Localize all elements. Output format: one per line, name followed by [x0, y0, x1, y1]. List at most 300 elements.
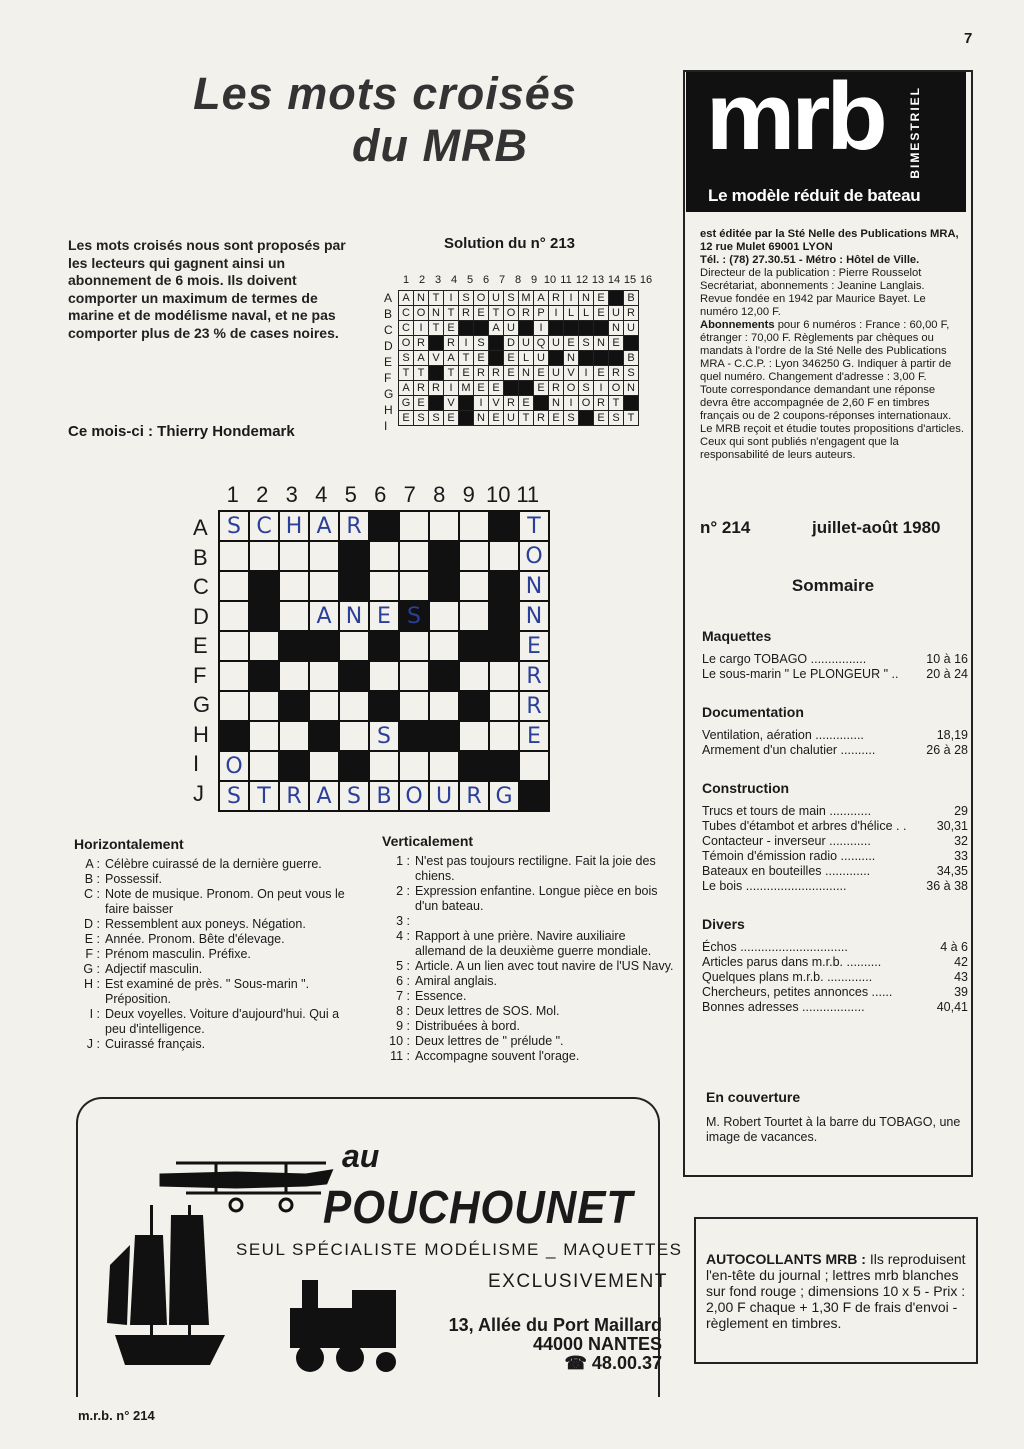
solution-cell: G	[399, 396, 414, 411]
vertical-title: Verticalement	[382, 833, 474, 849]
grid-cell	[399, 751, 429, 781]
clue-item	[74, 887, 355, 917]
solution-cell: A	[534, 291, 549, 306]
toc-pages: 36 à 38	[926, 879, 968, 893]
clue-text: Article. A un lien avec tout navire de l'US Navy.	[415, 959, 674, 973]
solution-cell: A	[489, 321, 504, 336]
solution-cell: R	[624, 306, 639, 321]
handwritten-letter: B	[369, 781, 399, 811]
toc-row	[702, 743, 968, 758]
toc-pages: 18,19	[936, 728, 968, 742]
solution-row	[399, 306, 639, 321]
grid-black-cell	[279, 691, 309, 721]
ad-street: 13, Allée du Port Maillard	[448, 1315, 662, 1335]
clue-key: G :	[83, 962, 100, 976]
solution-black-cell	[624, 396, 639, 411]
grid-cell	[279, 661, 309, 691]
toc-row	[702, 985, 968, 1000]
clue-key: F :	[85, 947, 100, 961]
grid-black-cell	[399, 721, 429, 751]
solution-row-letter: D	[384, 339, 393, 353]
solution-grid	[398, 290, 639, 426]
solution-black-cell	[594, 351, 609, 366]
grid-cell	[249, 691, 279, 721]
clue-text: Prénom masculin. Préfixe.	[105, 947, 251, 961]
solution-cell: R	[489, 366, 504, 381]
grid-black-cell	[279, 631, 309, 661]
clue-text: Essence.	[415, 989, 467, 1003]
grid-cell	[219, 631, 249, 661]
grid-col-number: 2	[256, 482, 269, 507]
solution-cell: I	[414, 321, 429, 336]
solution-cell: E	[594, 411, 609, 426]
solution-row	[399, 291, 639, 306]
grid-cell	[339, 721, 369, 751]
solution-cell: R	[504, 396, 519, 411]
solution-cell: S	[414, 411, 429, 426]
solution-cell: Q	[534, 336, 549, 351]
solution-row-letter: G	[384, 387, 394, 401]
solution-cell: V	[564, 366, 579, 381]
solution-col-number: 16	[639, 274, 653, 286]
solution-cell: O	[414, 306, 429, 321]
clue-item	[74, 917, 355, 932]
toc-label: Contacteur - inverseur ............	[702, 834, 871, 848]
title-line-2: du MRB	[352, 120, 528, 171]
solution-black-cell	[609, 291, 624, 306]
solution-row	[399, 321, 639, 336]
toc-row	[702, 834, 968, 849]
solution-cell: E	[534, 366, 549, 381]
solution-col-number: 8	[514, 274, 522, 286]
grid-black-cell	[279, 751, 309, 781]
toc-label: Échos ...............................	[702, 940, 848, 954]
intro-text: Les mots croisés nous sont proposés par les lecteurs qui gagnent ainsi un abonnement de 6 mois. Ils doivent comporter un maximum de termes de marine et de modélisme naval, et ne pas comporter plus de 23 % de cases noires.	[68, 237, 346, 341]
cover-section	[706, 1090, 970, 1145]
publisher-articles: Le MRB reçoit et étudie toutes propositions d'articles. Ceux qui sont publiés n'engagent que la responsabilité de leurs auteurs.	[700, 423, 964, 461]
grid-row	[219, 601, 549, 631]
grid-black-cell	[339, 541, 369, 571]
clue-item	[382, 884, 675, 914]
toc-row	[702, 970, 968, 985]
solution-cell: T	[444, 366, 459, 381]
toc-pages: 10 à 16	[926, 652, 968, 666]
solution-cell: C	[399, 321, 414, 336]
grid-cell	[309, 691, 339, 721]
grid-row-letter: E	[193, 633, 208, 658]
solution-black-cell	[549, 321, 564, 336]
masthead-subtitle: Le modèle réduit de bateau	[708, 186, 921, 205]
clue-text: Deux voyelles. Voiture d'aujourd'hui. Qui a peu d'intelligence.	[105, 1007, 340, 1036]
grid-col-number: 5	[344, 482, 357, 507]
grid-row	[219, 631, 549, 661]
solution-black-cell	[519, 381, 534, 396]
solution-row	[399, 381, 639, 396]
solution-cell: S	[609, 411, 624, 426]
solution-row-letters	[384, 290, 393, 434]
clue-text: Note de musique. Pronom. On peut vous le faire baisser	[105, 887, 345, 916]
solution-cell: B	[624, 291, 639, 306]
stickers-title: AUTOCOLLANTS MRB :	[706, 1251, 866, 1267]
handwritten-letter: R	[519, 661, 549, 691]
solution-cell: O	[504, 306, 519, 321]
vertical-clues	[382, 833, 675, 1064]
clue-key: 6 :	[396, 974, 410, 988]
toc-pages: 4 à 6	[940, 940, 968, 954]
solution-cell: L	[579, 306, 594, 321]
solution-cell: R	[549, 291, 564, 306]
grid-row-letter: H	[193, 721, 209, 747]
solution-cell: T	[429, 291, 444, 306]
clue-text: Célèbre cuirassé de la dernière guerre.	[105, 857, 322, 871]
solution-cell: T	[459, 351, 474, 366]
clue-key: C :	[84, 887, 100, 901]
handwritten-letter: R	[339, 511, 369, 541]
grid-row-letters	[193, 513, 210, 808]
grid-black-cell	[309, 721, 339, 751]
solution-cell: R	[609, 366, 624, 381]
toc-row	[702, 849, 968, 864]
solution-cell: P	[534, 306, 549, 321]
solution-black-cell	[459, 411, 474, 426]
solution-cell: I	[534, 321, 549, 336]
ad-phone-line	[428, 1354, 662, 1373]
grid-cell	[399, 661, 429, 691]
toc-pages: 26 à 28	[926, 743, 968, 757]
solution-cell: S	[564, 411, 579, 426]
solution-cell: C	[399, 306, 414, 321]
toc-label: Le cargo TOBAGO ................	[702, 652, 867, 666]
grid-row-letter: G	[193, 692, 211, 717]
grid-cell	[459, 661, 489, 691]
grid-row-letter: F	[193, 662, 207, 688]
solution-cell: U	[489, 291, 504, 306]
solution-cell: E	[519, 396, 534, 411]
grid-row	[219, 541, 549, 571]
solution-cell: O	[609, 381, 624, 396]
toc-section	[702, 780, 970, 894]
grid-cell	[339, 631, 369, 661]
solution-row	[399, 366, 639, 381]
clue-item	[382, 1019, 675, 1034]
clue-text: Expression enfantine. Longue pièce en bois d'un bateau.	[415, 884, 658, 913]
ad-shop-name: POUCHOUNET	[323, 1181, 634, 1233]
toc-label: Le bois .............................	[702, 879, 847, 893]
solution-cell: I	[444, 381, 459, 396]
solution-cell: N	[474, 411, 489, 426]
grid-black-cell	[369, 511, 399, 541]
clue-key: J :	[86, 1037, 100, 1051]
grid-cell	[399, 631, 429, 661]
handwritten-letter: S	[369, 721, 399, 751]
clue-item	[382, 929, 675, 959]
solution-cell: E	[504, 351, 519, 366]
solution-cell: E	[594, 306, 609, 321]
toc-label: Trucs et tours de main ............	[702, 804, 872, 818]
solution-title: Solution du n° 213	[444, 235, 576, 252]
clue-text: Cuirassé français.	[105, 1037, 206, 1051]
toc-section	[702, 916, 970, 1015]
stickers-text: Ils reproduisent l'en-tête du journal ; lettres mrb blanches sur fond rouge ; dimensions 10 x 5 - Prix : 2,00 F chaque + 1,30 F de frais d'envoi - règlement en timbres.	[706, 1251, 966, 1331]
solution-col-number: 6	[482, 274, 490, 286]
masthead	[686, 63, 966, 212]
grid-cell	[369, 571, 399, 601]
clue-text: Adjectif masculin.	[105, 962, 203, 976]
solution-cell: S	[579, 381, 594, 396]
solution-row	[399, 396, 639, 411]
solution-cell: S	[459, 291, 474, 306]
handwritten-letter: E	[369, 601, 399, 631]
solution-black-cell	[609, 351, 624, 366]
clue-item	[74, 977, 355, 1007]
grid-row-letter: C	[193, 574, 209, 599]
toc-row	[702, 1000, 968, 1015]
clue-text: Possessif.	[105, 872, 162, 886]
solution-cell: I	[564, 291, 579, 306]
grid-black-cell	[249, 601, 279, 631]
grid-black-cell	[309, 631, 339, 661]
title-line-1: Les mots croisés	[193, 68, 577, 119]
grid-black-cell	[519, 781, 549, 811]
toc-pages: 34,35	[936, 864, 968, 878]
grid-cell	[219, 601, 249, 631]
solution-col-number: 14	[607, 274, 621, 286]
clue-key: 11 :	[390, 1049, 410, 1063]
publisher-director: Directeur de la publication : Pierre Rousselot	[700, 267, 922, 279]
solution-cell: E	[444, 411, 459, 426]
solution-cell: U	[609, 306, 624, 321]
toc-pages: 32	[954, 834, 968, 848]
toc-list	[702, 940, 970, 1015]
solution-cell: T	[519, 411, 534, 426]
solution-col-number: 5	[466, 274, 474, 286]
toc-section	[702, 704, 970, 758]
grid-cell	[459, 541, 489, 571]
grid-black-cell	[489, 751, 519, 781]
toc-row	[702, 940, 968, 955]
solution-black-cell	[549, 351, 564, 366]
publisher-founded: Revue fondée en 1942 par Maurice Bayet. Le numéro 12,00 F.	[700, 293, 926, 318]
solution-black-cell	[534, 396, 549, 411]
solution-black-cell	[459, 321, 474, 336]
toc-label: Tubes d'étambot et arbres d'hélice . .	[702, 819, 907, 833]
grid-row-letter: J	[193, 780, 204, 806]
grid-cell	[249, 751, 279, 781]
solution-col-number: 11	[560, 274, 572, 286]
toc-label: Le sous-marin " Le PLONGEUR " ..	[702, 667, 899, 681]
subscriptions-label: Abonnements	[700, 319, 775, 331]
clue-key: 9 :	[396, 1019, 410, 1033]
solution-black-cell	[489, 336, 504, 351]
handwritten-letter: S	[339, 781, 369, 811]
clue-key: A :	[85, 857, 100, 871]
grid-black-cell	[339, 751, 369, 781]
toc-list	[702, 728, 970, 758]
toc-row	[702, 879, 968, 894]
solution-cell: V	[444, 396, 459, 411]
solution-cell: V	[489, 396, 504, 411]
toc-list	[702, 804, 970, 894]
publisher-address: est éditée par la Sté Nelle des Publications MRA, 12 rue Mulet 69001 LYON	[700, 228, 959, 253]
grid-cell	[279, 601, 309, 631]
grid-col-number: 9	[462, 482, 475, 507]
solution-cell: I	[594, 381, 609, 396]
grid-black-cell	[489, 601, 519, 631]
toc-pages: 42	[954, 955, 968, 969]
solution-col-number: 9	[530, 274, 538, 286]
solution-cell: N	[594, 336, 609, 351]
solution-cell: R	[549, 381, 564, 396]
grid-row	[219, 511, 549, 541]
grid-cell	[249, 721, 279, 751]
solution-cell: T	[414, 366, 429, 381]
clue-text: Deux lettres de SOS. Mol.	[415, 1004, 560, 1018]
footer: m.r.b. n° 214	[78, 1408, 155, 1423]
grid-cell	[459, 571, 489, 601]
grid-cell	[489, 661, 519, 691]
grid-col-number: 7	[403, 482, 416, 507]
solution-cell: E	[489, 411, 504, 426]
solution-row-letter: I	[384, 419, 388, 433]
handwritten-letter: U	[429, 781, 459, 811]
clue-key: 7 :	[396, 989, 410, 1003]
grid-cell	[429, 631, 459, 661]
grid-black-cell	[459, 691, 489, 721]
solution-cell: D	[504, 336, 519, 351]
clue-key: 8 :	[396, 1004, 410, 1018]
solution-black-cell	[489, 351, 504, 366]
clue-item	[382, 974, 675, 989]
grid-black-cell	[339, 571, 369, 601]
sommaire-title: Sommaire	[791, 576, 875, 595]
solution-col-number: 10	[543, 274, 557, 286]
solution-cell: I	[579, 366, 594, 381]
handwritten-letter: C	[249, 511, 279, 541]
grid-cell	[219, 661, 249, 691]
solution-black-cell	[429, 366, 444, 381]
solution-cell: R	[534, 411, 549, 426]
publisher-correspondence: Toute correspondance demandant une réponse devra être accompagnée de 2,60 F en timbres français ou de 2 coupons-réponses internationaux.	[700, 384, 952, 422]
publisher-info	[700, 228, 964, 462]
handwritten-letter: S	[399, 601, 429, 631]
toc-pages: 20 à 24	[926, 667, 968, 681]
solution-cell: E	[414, 396, 429, 411]
solution-cell: S	[504, 291, 519, 306]
solution-cell: E	[534, 381, 549, 396]
clue-item	[74, 947, 355, 962]
solution-cell: O	[579, 396, 594, 411]
solution-cell: N	[429, 306, 444, 321]
grid-cell	[249, 631, 279, 661]
solution-col-number: 3	[434, 274, 442, 286]
solution-cell: R	[459, 306, 474, 321]
solution-cell: U	[624, 321, 639, 336]
solution-cell: E	[564, 336, 579, 351]
clue-item	[74, 1007, 355, 1037]
grid-black-cell	[429, 721, 459, 751]
solution-cell: E	[474, 306, 489, 321]
solution-cell: A	[414, 351, 429, 366]
solution-cell: S	[399, 351, 414, 366]
clue-key: H :	[84, 977, 100, 991]
grid-cell	[369, 541, 399, 571]
grid-row	[219, 781, 549, 811]
solution-col-number: 7	[498, 274, 506, 286]
toc-label: Quelques plans m.r.b. .............	[702, 970, 873, 984]
grid-row	[219, 721, 549, 751]
toc-label: Témoin d'émission radio ..........	[702, 849, 876, 863]
ad-city: 44000 NANTES	[532, 1334, 662, 1354]
solution-cell: U	[549, 366, 564, 381]
grid-row-letter: D	[193, 603, 209, 629]
solution-row	[399, 411, 639, 426]
solution-black-cell	[504, 381, 519, 396]
solution-cell: U	[519, 336, 534, 351]
clue-key: B :	[84, 872, 100, 886]
solution-cell: R	[414, 381, 429, 396]
horizontal-title: Horizontalement	[74, 836, 184, 852]
handwritten-letter: E	[519, 631, 549, 661]
grid-cell	[489, 721, 519, 751]
solution-cell: T	[609, 396, 624, 411]
grid-black-cell	[429, 661, 459, 691]
grid-cell	[429, 601, 459, 631]
masthead-logo: mrb	[705, 63, 884, 170]
grid-col-number: 4	[315, 482, 328, 507]
grid-cell	[339, 691, 369, 721]
grid-black-cell	[429, 541, 459, 571]
clue-item	[74, 932, 355, 947]
grid-row	[219, 691, 549, 721]
clue-item	[74, 962, 355, 977]
toc-label: Articles parus dans m.r.b. ..........	[702, 955, 882, 969]
clue-item	[74, 857, 355, 872]
solution-row	[399, 336, 639, 351]
toc-label: Chercheurs, petites annonces ......	[702, 985, 893, 999]
toc-pages: 29	[954, 804, 968, 818]
solution-cell: E	[489, 381, 504, 396]
stickers-box	[694, 1217, 978, 1364]
solution-cell: U	[534, 351, 549, 366]
solution-cell: R	[474, 366, 489, 381]
clue-item	[74, 1037, 355, 1052]
toc-row	[702, 955, 968, 970]
solution-row-letter: H	[384, 403, 393, 417]
toc-row	[702, 728, 968, 743]
grid-cell	[519, 751, 549, 781]
solution-cell: I	[444, 291, 459, 306]
clue-text: Accompagne souvent l'orage.	[415, 1049, 580, 1063]
solution-row-letter: C	[384, 323, 393, 337]
solution-cell: R	[444, 336, 459, 351]
grid-cell	[399, 571, 429, 601]
solution-cell: S	[624, 366, 639, 381]
solution-col-number: 12	[575, 274, 589, 286]
grid-black-cell	[249, 571, 279, 601]
publisher-subscriptions	[700, 319, 964, 384]
table-of-contents	[702, 628, 970, 1015]
handwritten-letter: O	[399, 781, 429, 811]
handwritten-letter: S	[219, 781, 249, 811]
subscriptions-text: pour 6 numéros : France : 60,00 F, étranger : 70,00 F. Règlements par chèques ou mandats à l'ordre de la Sté Nelle des Publications MRA - C.C.P. : Lyon 346250 G. Indiquer à partir de quel numéro. Changement d'adresse : 3,00 F.	[700, 319, 952, 383]
solution-cell: N	[609, 321, 624, 336]
grid-cell	[219, 571, 249, 601]
clue-text: Rapport à une prière. Navire auxiliaire allemand de la deuxième guerre mondiale.	[415, 929, 652, 958]
grid-cell	[219, 691, 249, 721]
solution-cell: E	[474, 351, 489, 366]
toc-row	[702, 652, 968, 667]
grid-cell	[249, 541, 279, 571]
